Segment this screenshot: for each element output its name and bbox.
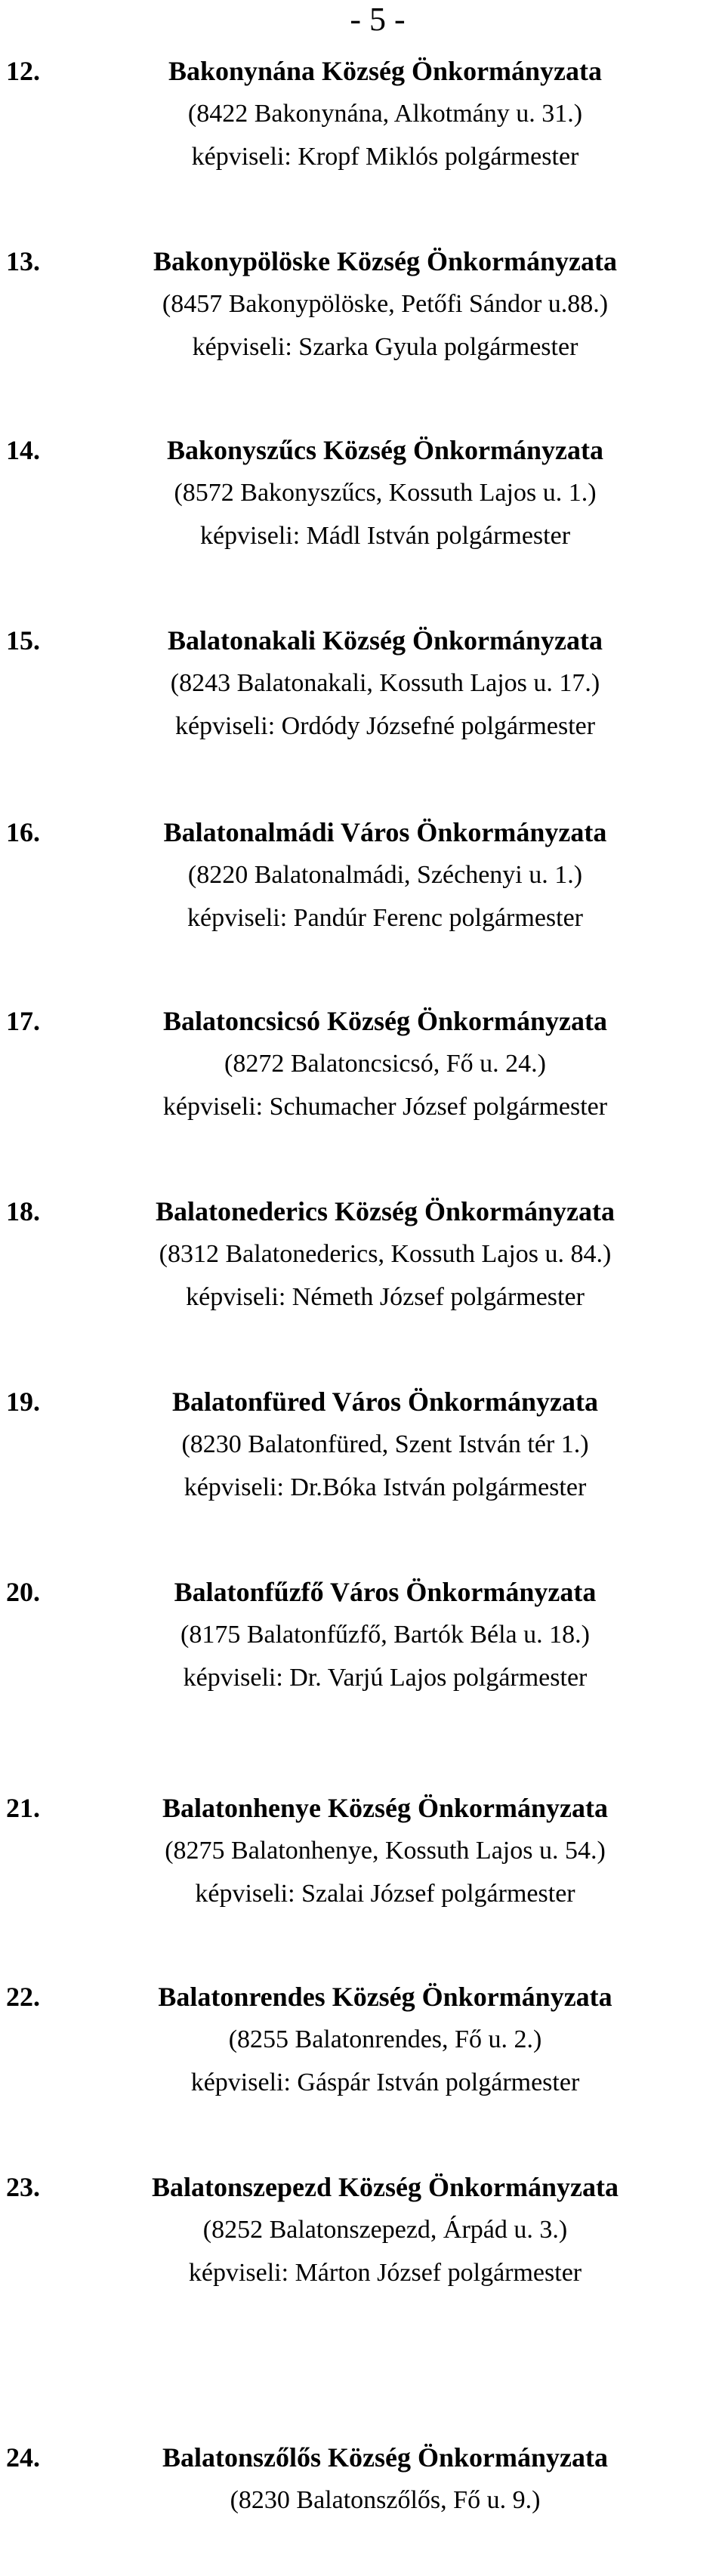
entry-number: 16. xyxy=(6,817,40,847)
entry-name: Balatonszőlős Község Önkormányzata xyxy=(162,2442,608,2473)
entry-address: (8312 Balatonederics, Kossuth Lajos u. 84.) xyxy=(159,1240,612,1268)
entry-representative: képviseli: Németh József polgármester xyxy=(186,1283,585,1311)
entry-name: Balatonederics Község Önkormányzata xyxy=(156,1196,615,1226)
entry-body xyxy=(60,240,710,369)
entry-body xyxy=(60,811,710,939)
entry-body xyxy=(60,1571,710,1699)
entry-address: (8252 Balatonszepezd, Árpád u. 3.) xyxy=(202,2216,568,2244)
entry-number: 17. xyxy=(6,1006,40,1036)
entry-name: Bakonyszűcs Község Önkormányzata xyxy=(166,435,604,465)
entry-representative: képviseli: Pandúr Ferenc polgármester xyxy=(187,904,583,932)
entry-name: Balatonakali Község Önkormányzata xyxy=(167,625,603,656)
entry-body xyxy=(60,1381,710,1509)
entry-body xyxy=(60,1787,710,1915)
entry-number: 22. xyxy=(6,1982,40,2012)
entry-name: Balatoncsicsó Község Önkormányzata xyxy=(163,1006,607,1036)
entry-name: Balatonszepezd Község Önkormányzata xyxy=(152,2172,619,2202)
entry-address: (8230 Balatonszőlős, Fő u. 9.) xyxy=(230,2486,541,2514)
entry-address: (8572 Bakonyszűcs, Kossuth Lajos u. 1.) xyxy=(174,479,597,507)
entry-name: Bakonynána Község Önkormányzata xyxy=(168,56,603,86)
entry-representative: képviseli: Schumacher József polgármester xyxy=(162,1093,608,1121)
entry-name: Bakonypölöske Község Önkormányzata xyxy=(153,246,618,276)
entry-representative: képviseli: Márton József polgármester xyxy=(188,2259,582,2287)
entry-address: (8272 Balatoncsicsó, Fő u. 24.) xyxy=(224,1050,546,1078)
entry-representative: képviseli: Szalai József polgármester xyxy=(195,1880,575,1908)
entry-number: 19. xyxy=(6,1387,40,1417)
entry-representative: képviseli: Dr. Varjú Lajos polgármester xyxy=(183,1664,588,1692)
entry-body xyxy=(60,2166,710,2294)
entry-name: Balatonfüred Város Önkormányzata xyxy=(171,1387,599,1417)
entry-address: (8175 Balatonfűzfő, Bartók Béla u. 18.) xyxy=(180,1621,590,1649)
entry-number: 20. xyxy=(6,1577,40,1607)
entry-number: 12. xyxy=(6,56,40,86)
entry-name: Balatonfűzfő Város Önkormányzata xyxy=(174,1577,597,1607)
entry-number: 21. xyxy=(6,1793,40,1823)
page-number: - 5 - xyxy=(350,1,406,38)
entry-number: 24. xyxy=(6,2442,40,2473)
entry-body xyxy=(60,50,710,178)
entry-representative: képviseli: Szarka Gyula polgármester xyxy=(192,333,578,361)
entry-number: 13. xyxy=(6,246,40,276)
entry-address: (8422 Bakonynána, Alkotmány u. 31.) xyxy=(187,100,583,128)
entry-address: (8457 Bakonypölöske, Petőfi Sándor u.88.) xyxy=(162,290,609,318)
entry-name: Balatonhenye Község Önkormányzata xyxy=(162,1793,608,1823)
entry-number: 14. xyxy=(6,435,40,465)
entry-address: (8275 Balatonhenye, Kossuth Lajos u. 54.) xyxy=(165,1837,606,1865)
entry-body xyxy=(60,1190,710,1319)
entry-representative: képviseli: Gáspár István polgármester xyxy=(190,2069,580,2096)
entry-representative: képviseli: Dr.Bóka István polgármester xyxy=(184,1473,587,1501)
entry-address: (8243 Balatonakali, Kossuth Lajos u. 17.) xyxy=(170,669,600,697)
entry-number: 18. xyxy=(6,1196,40,1226)
entry-body xyxy=(60,429,710,557)
entry-address: (8230 Balatonfüred, Szent István tér 1.) xyxy=(181,1430,589,1458)
entry-address: (8255 Balatonrendes, Fő u. 2.) xyxy=(228,2025,542,2053)
entry-name: Balatonrendes Község Önkormányzata xyxy=(158,1982,612,2012)
entry-representative: képviseli: Kropf Miklós polgármester xyxy=(191,143,579,171)
entry-body xyxy=(60,1000,710,1128)
entry-representative: képviseli: Ordódy Józsefné polgármester xyxy=(174,712,596,740)
entry-body xyxy=(60,619,710,748)
entry-number: 15. xyxy=(6,625,40,656)
entry-representative: képviseli: Mádl István polgármester xyxy=(199,522,571,550)
entry-address: (8220 Balatonalmádi, Széchenyi u. 1.) xyxy=(187,861,583,889)
entry-number: 23. xyxy=(6,2172,40,2202)
entry-name: Balatonalmádi Város Önkormányzata xyxy=(163,817,607,847)
entry-body xyxy=(60,2436,710,2522)
entry-body xyxy=(60,1976,710,2104)
